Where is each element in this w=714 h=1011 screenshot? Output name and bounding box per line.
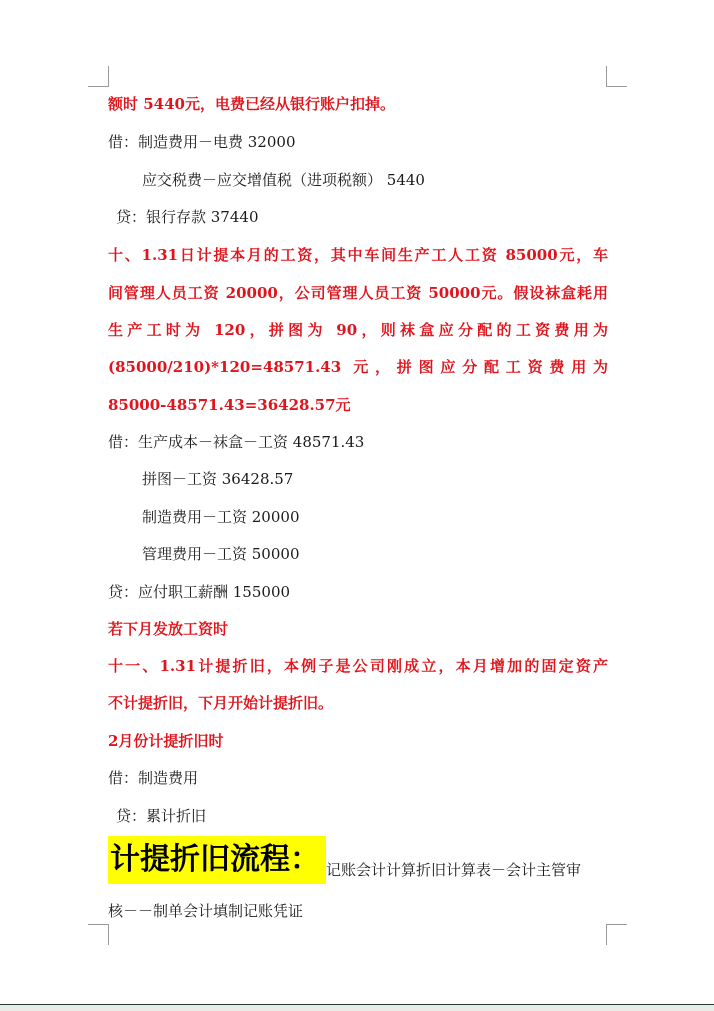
bottom-status-bar [0,1004,714,1011]
text-line: 核－－制单会计填制记账凭证 [108,902,304,920]
text-line: 若下月发放工资时 [108,620,229,638]
flow-text: 记账会计计算折旧计算表－会计主管审 [326,861,582,879]
text-line: 生产工时为 120，拼图为 90，则袜盒应分配的工资费用为 [108,321,608,339]
page-corner-mark [606,924,627,945]
text-line: 十一、1.31计提折旧，本例子是公司刚成立，本月增加的固定资产 [108,657,608,675]
flow-title-highlight: 计提折旧流程： [108,836,326,884]
text-line: 不计提折旧，下月开始计提折旧。 [108,694,334,712]
text-line: 85000-48571.43=36428.57元 [108,396,351,414]
text-line: 借：制造费用－电费 32000 [108,133,296,151]
text-line: 制造费用－工资 20000 [142,508,300,526]
text-line: 贷：应付职工薪酬 155000 [108,583,291,601]
text-line: 十、1.31日计提本月的工资，其中车间生产工人工资 85000元，车 [108,246,608,264]
text-line: 拼图－工资 36428.57 [142,470,294,488]
text-line: (85000/210)*120=48571.43 元，拼图应分配工资费用为 [108,358,608,376]
text-line: 额时 5440元，电费已经从银行账户扣掉。 [108,95,395,113]
text-line: 管理费用－工资 50000 [142,545,300,563]
text-line: 2月份计提折旧时 [108,732,224,750]
page-corner-mark [606,66,627,87]
text-line: 借：生产成本－袜盒－工资 48571.43 [108,433,365,451]
text-line: 借：制造费用 [108,769,199,787]
page-corner-mark [88,66,109,87]
text-line: 贷：银行存款 37440 [116,208,259,226]
page-corner-mark [88,924,109,945]
flow-line [108,836,608,884]
text-line: 间管理人员工资 20000，公司管理人员工资 50000元。假设袜盒耗用 [108,284,608,302]
text-line: 应交税费－应交增值税（进项税额） 5440 [142,171,425,189]
text-line: 贷：累计折旧 [116,807,207,825]
